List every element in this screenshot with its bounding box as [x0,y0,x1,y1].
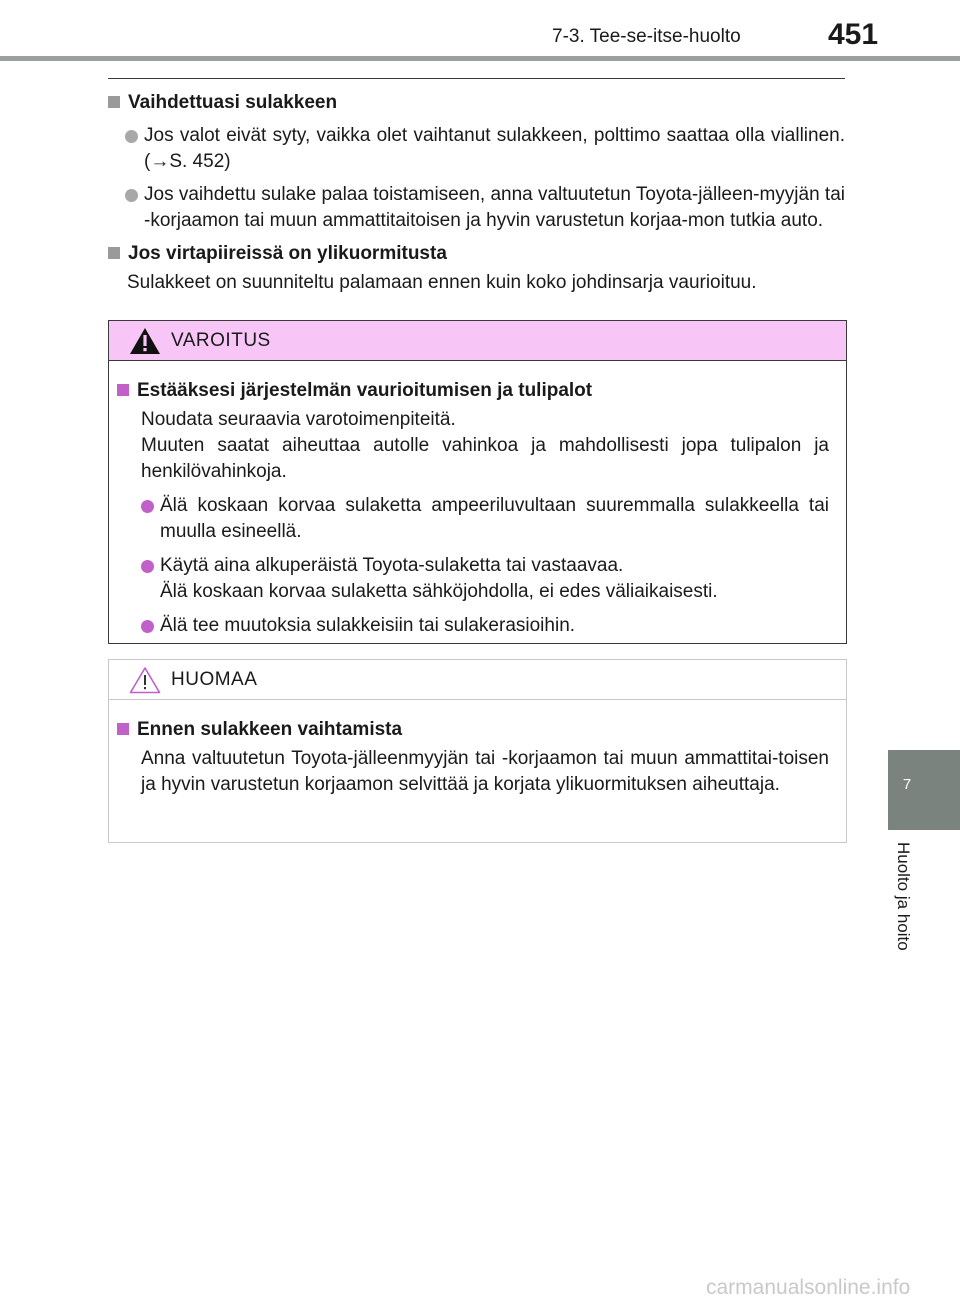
square-bullet-icon [117,384,129,396]
section-heading-text: Vaihdettuasi sulakkeen [128,92,338,113]
warning-intro-line: Noudata seuraavia varotoimenpiteitä. [141,409,456,430]
round-bullet-icon [125,130,138,143]
list-item [125,182,845,234]
section-paragraph: Sulakkeet on suunniteltu palamaan ennen kuin koko johdinsarja vaurioituu. [127,272,757,293]
list-item-text: Älä koskaan korvaa sulaketta ampeeriluvultaan suuremmalla sulakkeella tai muulla esineellä. [160,495,829,542]
watermark: carmanualsonline.info [706,1276,911,1299]
section-title: 7-3. Tee-se-itse-huolto [552,26,741,47]
list-item [141,553,829,605]
warning-heading-text: Estääksesi järjestelmän vaurioitumisen ja tulipalot [137,380,593,401]
section-heading [108,241,845,267]
warning-intro [141,407,829,485]
warning-label: VAROITUS [171,329,271,351]
note-label: HUOMAA [171,668,258,690]
chapter-label: Huolto ja hoito [894,842,913,951]
list-item-line: Älä koskaan korvaa sulaketta sähköjohdolla, ei edes väliaikaisesti. [160,581,718,602]
square-bullet-icon [108,247,120,259]
note-heading-text: Ennen sulakkeen vaihtamista [137,719,403,740]
round-bullet-icon [125,189,138,202]
round-bullet-icon [141,560,154,573]
list-item-text [160,553,718,605]
warning-box [108,320,847,644]
main-content [108,90,845,296]
chapter-number: 7 [902,776,912,793]
note-body [109,700,846,798]
list-item [141,613,829,639]
list-item-line: Käytä aina alkuperäistä Toyota-sulaketta tai vastaavaa. [160,555,624,576]
square-bullet-icon [108,96,120,108]
note-box [108,659,847,843]
list-item-text: Älä tee muutoksia sulakkeisiin tai sulakerasioihin. [160,615,576,636]
note-header [109,660,846,700]
warning-intro-line: Muuten saatat aiheuttaa autolle vahinkoa ja mahdollisesti jopa tulipalon ja henkilövahinkoja. [141,435,829,482]
round-bullet-icon [141,500,154,513]
square-bullet-icon [117,723,129,735]
warning-triangle-icon [129,327,161,355]
warning-header [109,321,846,361]
note-heading [117,717,829,743]
list-item-text: Jos valot eivät syty, vaikka olet vaihtanut sulakkeen, polttimo saattaa olla viallinen. (→S. 452) [144,125,845,172]
list-item [141,493,829,545]
round-bullet-icon [141,620,154,633]
list-item [125,123,845,175]
header-bar [0,56,960,61]
section-heading [108,90,845,116]
warning-heading [117,378,829,404]
section-heading-text: Jos virtapiireissä on ylikuormitusta [128,243,447,264]
note-text: Anna valtuutetun Toyota-jälleenmyyjän tai -korjaamon tai muun ammattitai-toisen ja hyvin varustetun korjaamon selvittää ja korjata ylikuormituksen aiheuttaja. [141,748,829,795]
content-divider [108,78,845,79]
page-number: 451 [828,18,879,51]
warning-body [109,361,846,639]
caution-outline-triangle-icon [129,666,161,694]
list-item-text: Jos vaihdettu sulake palaa toistamiseen, anna valtuutetun Toyota-jälleen-myyjän tai -korjaamon tai muun ammattitaitoisen ja hyvin varustetun korjaa-mon tutkia auto. [144,184,845,231]
